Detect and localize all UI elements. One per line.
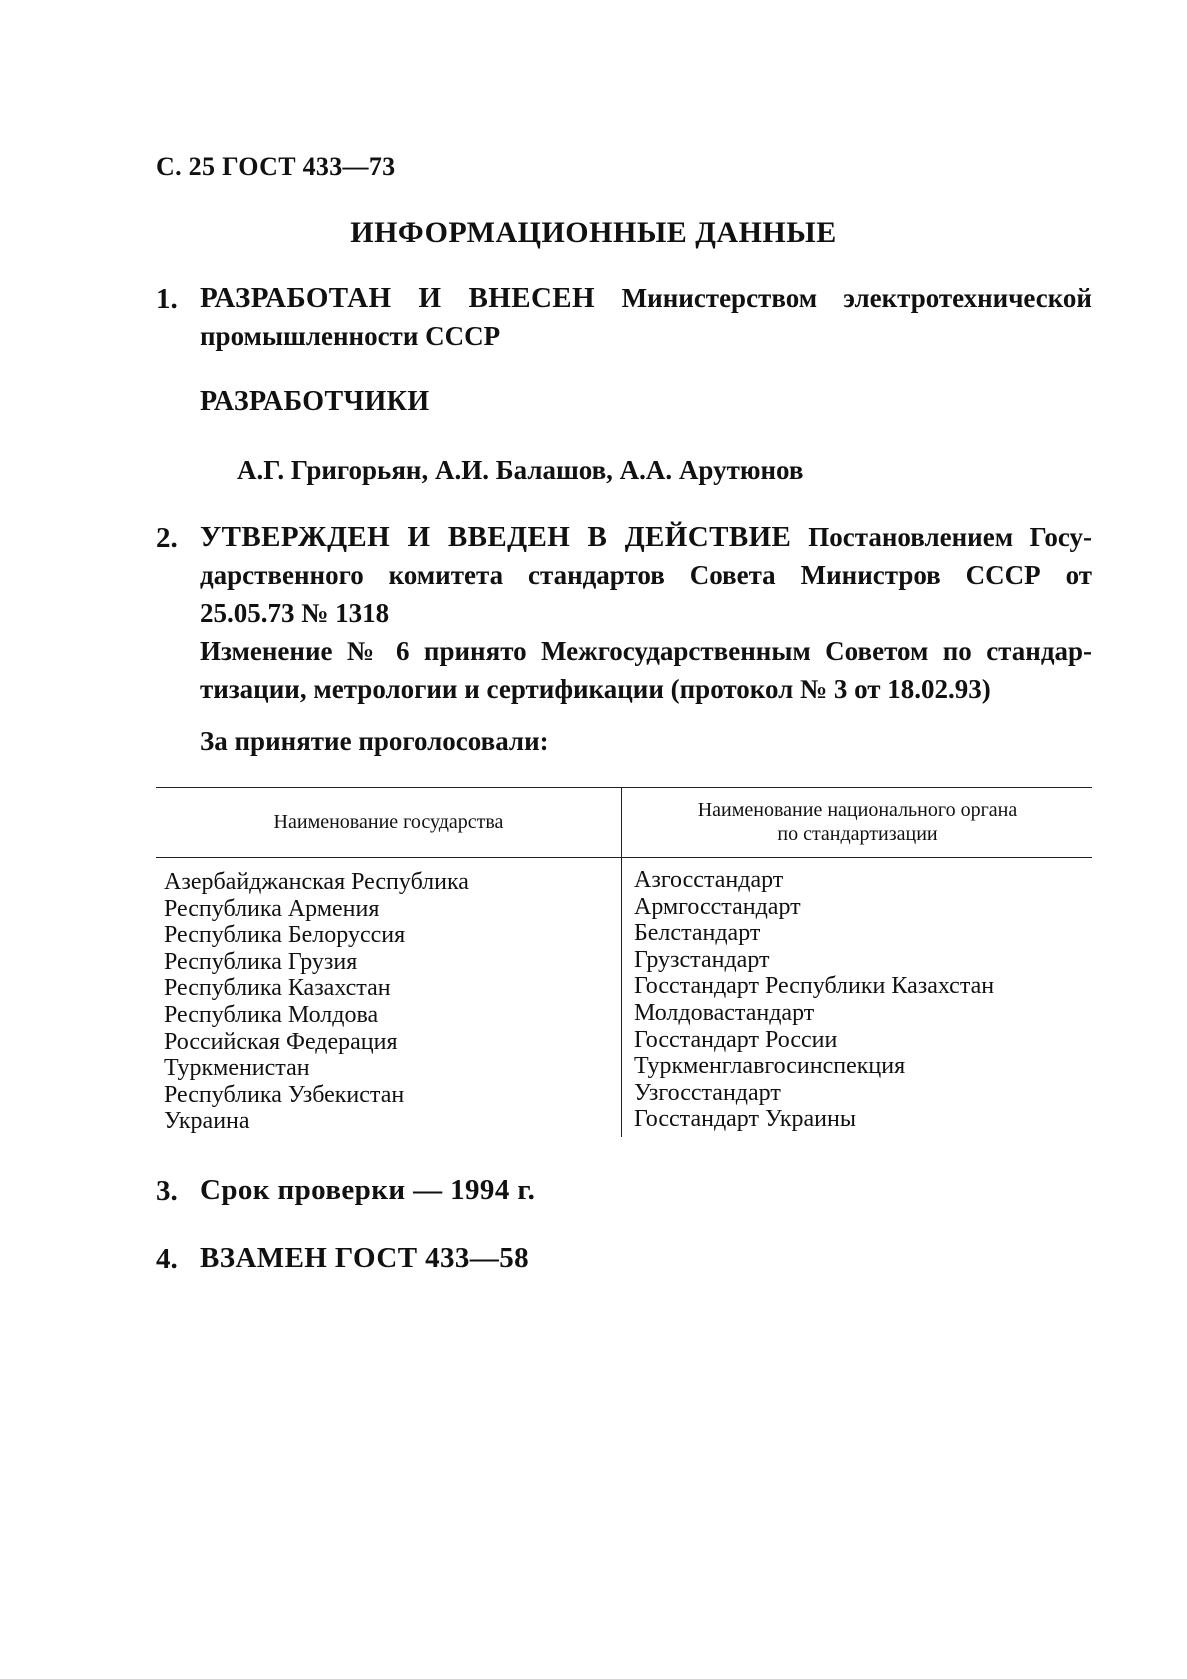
item-2-lead: УТВЕРЖДЕН И ВВЕДЕН В ДЕЙСТВИЕ xyxy=(200,521,792,553)
item-1-line-2: промышленности СССР xyxy=(200,321,501,351)
organ-cell: Госстандарт Республики Казахстан xyxy=(634,973,995,1000)
organ-cell: Молдовастандарт xyxy=(634,999,815,1026)
item-2-line-2: дарственного комитета стандартов Совета Министров СССР от xyxy=(200,560,1092,590)
voted-label: За принятие проголосовали: xyxy=(200,726,549,756)
document-title: ИНФОРМАЦИОННЫЕ ДАННЫЕ xyxy=(350,216,837,249)
organ-cell: Азгосстандарт xyxy=(634,867,784,893)
item-1-lead: РАЗРАБОТАН И ВНЕСЕН xyxy=(200,282,595,314)
organ-list xyxy=(634,867,994,1133)
state-list xyxy=(164,869,469,1135)
item-4-text xyxy=(200,1239,1092,1277)
state-cell: Республика Узбекистан xyxy=(164,1081,405,1108)
state-cell: Российская Федерация xyxy=(164,1028,398,1055)
state-cell: Республика Белоруссия xyxy=(164,922,406,949)
state-cell: Республика Казахстан xyxy=(164,975,391,1002)
state-cell: Республика Грузия xyxy=(164,948,358,975)
item-1-text xyxy=(200,279,1092,355)
organ-cell: Грузстандарт xyxy=(634,946,770,973)
item-1-number: 1. xyxy=(156,283,178,315)
organ-cell: Белстандарт xyxy=(634,920,761,947)
developers-heading: РАЗРАБОТЧИКИ xyxy=(200,386,430,417)
item-2-amendment-line-2: тизации, метрологии и сертификации (протокол № 3 от 18.02.93) xyxy=(200,674,991,704)
header-organ xyxy=(623,798,1092,846)
item-2-line-1: Постановлением Госу- xyxy=(808,522,1093,552)
table-column-divider xyxy=(621,787,622,1137)
header-state: Наименование государства xyxy=(273,811,504,833)
item-4-number: 4. xyxy=(156,1243,178,1275)
item-4-line: ВЗАМЕН ГОСТ 433—58 xyxy=(200,1242,529,1274)
organ-cell: Госстандарт России xyxy=(634,1026,838,1053)
voting-table xyxy=(156,787,1092,1137)
state-cell: Азербайджанская Республика xyxy=(164,869,469,895)
organ-cell: Госстандарт Украины xyxy=(634,1106,856,1133)
state-cell: Республика Армения xyxy=(164,895,380,922)
state-cell: Республика Молдова xyxy=(164,1001,379,1028)
item-2-text xyxy=(200,518,1092,708)
state-cell: Украина xyxy=(164,1108,250,1135)
page-header: С. 25 ГОСТ 433—73 xyxy=(156,152,396,181)
developers-names: А.Г. Григорьян, А.И. Балашов, А.А. Арутюнов xyxy=(237,455,804,485)
item-2-number: 2. xyxy=(156,522,178,554)
table-top-rule xyxy=(156,787,1092,788)
item-1-line-1: Министерством электротехнической xyxy=(621,283,1092,313)
item-3-text xyxy=(200,1171,1092,1209)
organ-cell: Армгосстандарт xyxy=(634,893,801,920)
organ-cell: Туркменглавгосинспекция xyxy=(634,1053,906,1080)
state-cell: Туркменистан xyxy=(164,1055,310,1082)
item-2-line-3: 25.05.73 № 1318 xyxy=(200,598,390,628)
organ-cell: Узгосстандарт xyxy=(634,1079,781,1106)
item-3-number: 3. xyxy=(156,1175,178,1207)
header-organ-line-1: Наименование национального органа xyxy=(697,799,1018,821)
table-header-rule xyxy=(156,857,1092,858)
item-3-line: Срок проверки — 1994 г. xyxy=(200,1174,536,1206)
item-2-amendment-line-1: Изменение № 6 принято Межгосударственным Советом по стандар- xyxy=(200,636,1092,666)
header-organ-line-2: по стандартизации xyxy=(777,823,938,845)
